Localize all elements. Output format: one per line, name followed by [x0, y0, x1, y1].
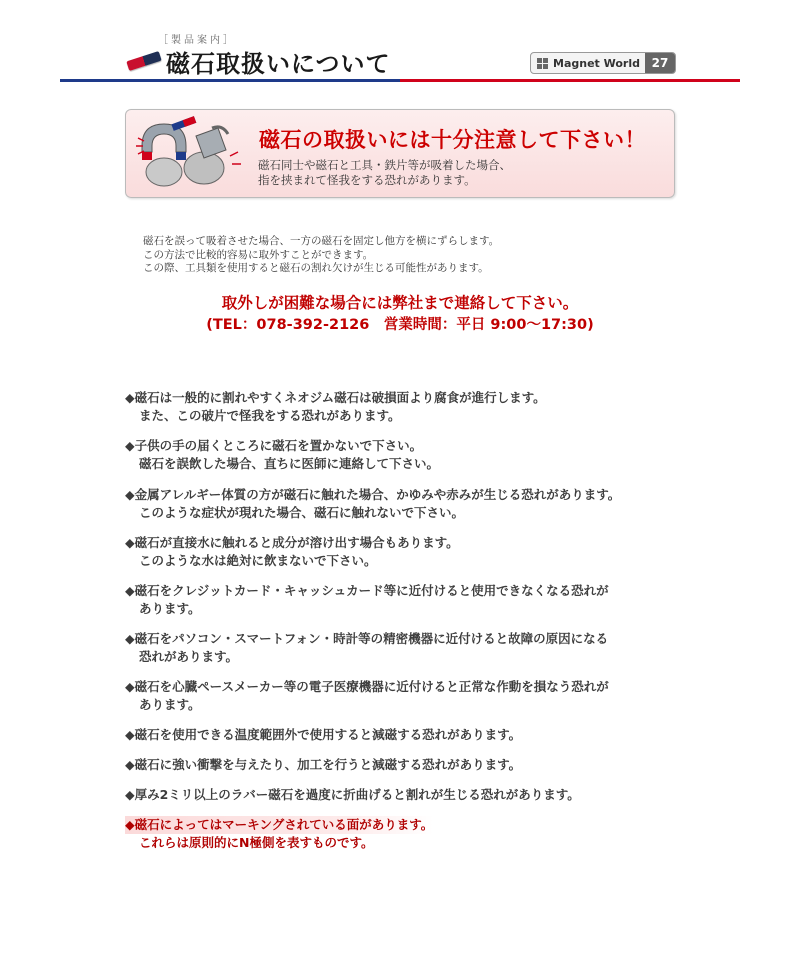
magnet-pinching-fingers-illustration	[134, 116, 244, 192]
brand-name: Magnet World	[553, 56, 640, 70]
list-item	[125, 726, 521, 744]
header-divider	[60, 79, 740, 82]
contact-heading: 取外しが困難な場合には弊社まで連絡して下さい。	[221, 294, 579, 312]
warning-title: 磁石の取扱いには十分注意して下さい！	[259, 128, 646, 152]
note-line: あります。	[139, 697, 201, 712]
category-label: ［製品案内］	[158, 35, 236, 46]
list-item	[125, 678, 609, 714]
note-line: ◆子供の手の届くところに磁石を置かないで下さい。	[125, 438, 423, 453]
note-line: また、この破片で怪我をする恐れがあります。	[139, 408, 401, 423]
note-line: 磁石を誤飲した場合、直ちに医師に連絡して下さい。	[139, 456, 440, 471]
warning-line: 磁石同士や磁石と工具・鉄片等が吸着した場合、	[258, 158, 511, 172]
warning-line: 指を挟まれて怪我をする恐れがあります。	[258, 173, 476, 187]
contact-phone-hours: (TEL：078-392-2126 営業時間：平日 9:00～17:30)	[206, 317, 594, 333]
note-line: このような水は絶対に飲まないで下さい。	[139, 553, 377, 568]
list-item-highlight	[125, 816, 433, 852]
grid-logo-icon	[537, 58, 548, 69]
note-line: ◆厚み2ミリ以上のラバー磁石を過度に折曲げると割れが生じる恐れがあります。	[125, 787, 580, 802]
note-line: これらは原則的にN極側を表すものです。	[139, 835, 374, 850]
page-number: 27	[645, 53, 675, 73]
removal-instructions	[143, 235, 499, 276]
note-line: ◆磁石によってはマーキングされている面があります。	[125, 817, 434, 832]
brand-logo	[531, 53, 645, 73]
list-item	[125, 786, 580, 804]
instruction-line: 磁石を誤って吸着させた場合、一方の磁石を固定し他方を横にずらします。	[143, 235, 500, 247]
list-item	[125, 437, 439, 473]
note-line: 恐れがあります。	[139, 649, 239, 664]
note-line: ◆磁石は一般的に割れやすくネオジム磁石は破損面より腐食が進行します。	[125, 390, 546, 405]
note-line: ◆磁石を使用できる温度範囲外で使用すると減磁する恐れがあります。	[125, 727, 522, 742]
note-line: ◆磁石が直接水に触れると成分が溶け出す場合もあります。	[125, 535, 459, 550]
list-item	[125, 389, 546, 425]
note-line: ◆金属アレルギー体質の方が磁石に触れた場合、かゆみや赤みが生じる恐れがあります。	[125, 487, 621, 502]
note-line: このような症状が現れた場合、磁石に触れないで下さい。	[139, 505, 465, 520]
note-line: あります。	[139, 601, 201, 616]
list-item	[125, 756, 521, 774]
note-line: ◆磁石をクレジットカード・キャッシュカード等に近付けると使用できなくなる恐れが	[125, 583, 609, 598]
instruction-line: この際、工具類を使用すると磁石の割れ欠けが生じる可能性があります。	[143, 262, 489, 274]
list-item	[125, 582, 609, 618]
warning-body	[258, 158, 511, 188]
note-line: ◆磁石を心臓ペースメーカー等の電子医療機器に近付けると正常な作動を損なう恐れが	[125, 679, 609, 694]
page-title: 磁石取扱いについて	[166, 50, 391, 78]
contact-notice	[0, 292, 800, 336]
list-item	[125, 486, 620, 522]
brand-badge	[530, 52, 676, 74]
warning-box	[125, 109, 675, 198]
magnet-bar-icon	[126, 51, 161, 71]
instruction-line: この方法で比較的容易に取外すことができます。	[143, 248, 374, 261]
page-header	[0, 0, 800, 90]
list-item	[125, 630, 608, 666]
note-line: ◆磁石をパソコン・スマートフォン・時計等の精密機器に近付けると故障の原因になる	[125, 631, 609, 646]
list-item	[125, 534, 459, 570]
note-line: ◆磁石に強い衝撃を与えたり、加工を行うと減磁する恐れがあります。	[125, 757, 522, 772]
